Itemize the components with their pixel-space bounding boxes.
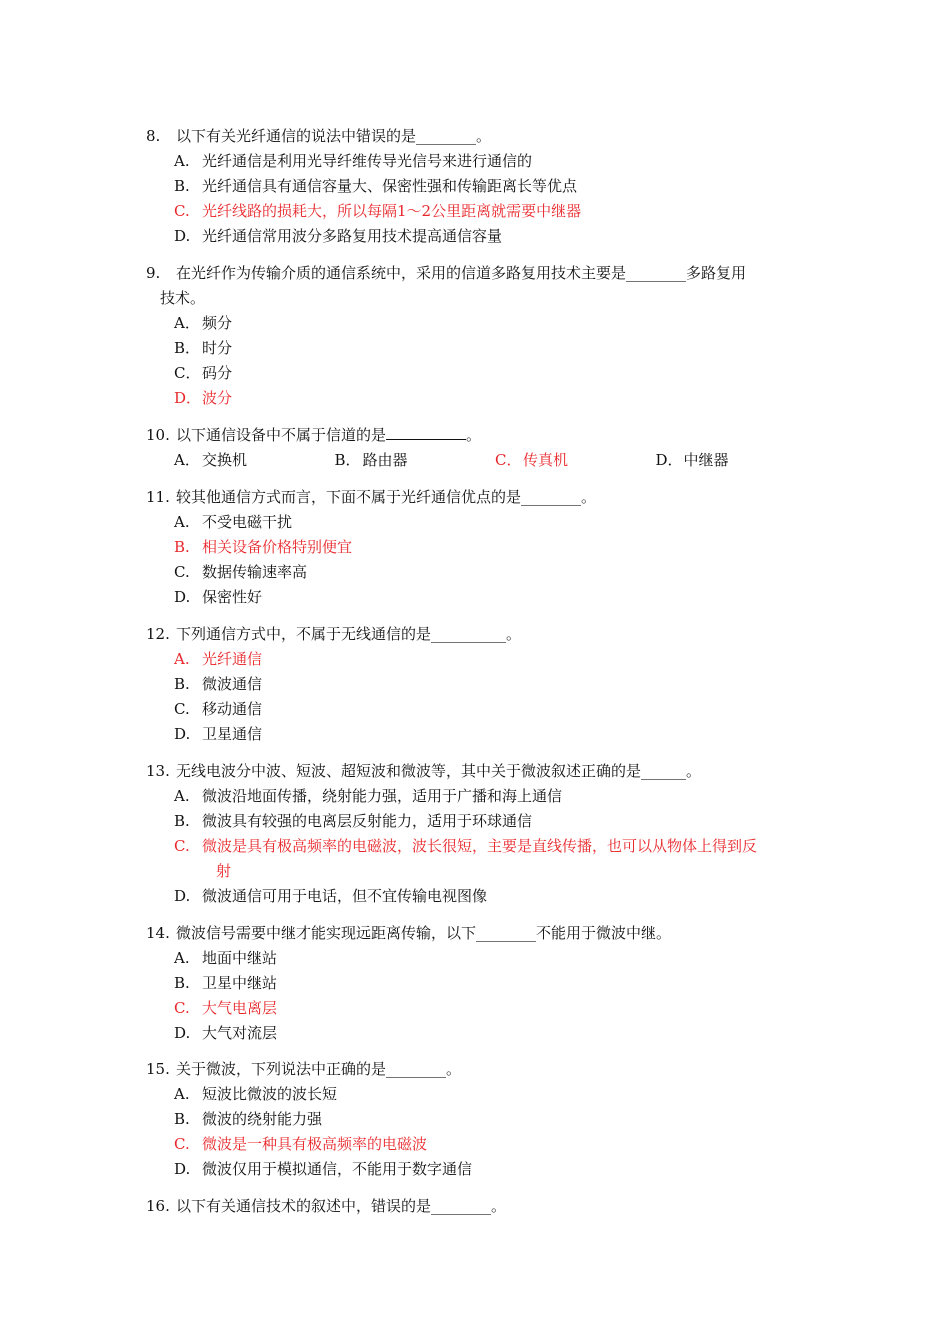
question-11 xyxy=(146,485,816,610)
question-number: 9. xyxy=(146,264,161,282)
option-a: A. 微波沿地面传播，绕射能力强，适用于广播和海上通信 xyxy=(174,787,563,805)
question-9 xyxy=(146,261,816,411)
option-c-answer: C. 大气电离层 xyxy=(174,999,278,1017)
question-stem: 无线电波分中波、短波、超短波和微波等，其中关于微波叙述正确的是______。 xyxy=(176,762,702,780)
question-stem: 微波信号需要中继才能实现远距离传输，以下________不能用于微波中继。 xyxy=(176,924,672,942)
question-stem: 以下通信设备中不属于信道的是 。 xyxy=(176,426,482,444)
option-c-answer: C． 传真机 xyxy=(495,451,569,469)
question-15 xyxy=(146,1057,816,1182)
question-16 xyxy=(146,1194,816,1219)
option-b: B． 路由器 xyxy=(334,451,408,469)
option-b: B. 卫星中继站 xyxy=(174,974,278,992)
answer-blank xyxy=(386,425,466,440)
question-10 xyxy=(146,423,816,473)
question-number: 10. xyxy=(146,426,170,444)
question-number: 8. xyxy=(146,127,161,145)
question-number: 16. xyxy=(146,1197,170,1215)
question-stem: 以下有关通信技术的叙述中，错误的是________。 xyxy=(176,1197,507,1215)
option-b: B． 时分 xyxy=(174,339,233,357)
option-a-answer: A. 光纤通信 xyxy=(174,650,263,668)
option-a: A. 不受电磁干扰 xyxy=(174,513,293,531)
option-a: A. 地面中继站 xyxy=(174,949,278,967)
option-d: D. 微波通信可用于电话，但不宜传输电视图像 xyxy=(174,887,488,905)
option-b: B. 微波的绕射能力强 xyxy=(174,1110,323,1128)
question-8 xyxy=(146,124,816,249)
option-b: B. 光纤通信具有通信容量大、保密性强和传输距离长等优点 xyxy=(174,177,578,195)
question-13 xyxy=(146,759,816,909)
question-stem: 以下有关光纤通信的说法中错误的是________。 xyxy=(176,127,492,145)
option-c-answer: C. 光纤线路的损耗大，所以每隔1～2公里距离就需要中继器 xyxy=(174,202,582,220)
question-stem: 关于微波，下列说法中正确的是________。 xyxy=(176,1060,462,1078)
option-d-answer: D． 波分 xyxy=(174,389,233,407)
question-stem: 在光纤作为传输介质的通信系统中，采用的信道多路复用技术主要是________多路复用 xyxy=(176,264,747,282)
question-number: 14. xyxy=(146,924,170,942)
option-b: B. 微波具有较强的电离层反射能力，适用于环球通信 xyxy=(174,812,533,830)
question-stem: 较其他通信方式而言，下面不属于光纤通信优点的是________。 xyxy=(176,488,597,506)
option-c: C. 数据传输速率高 xyxy=(174,563,308,581)
option-d: D. 保密性好 xyxy=(174,588,263,606)
question-14 xyxy=(146,921,816,1046)
question-number: 15. xyxy=(146,1060,170,1078)
question-stem-continued: 技术。 xyxy=(160,289,206,307)
option-c-answer: C. 微波是一种具有极高频率的电磁波 xyxy=(174,1135,428,1153)
option-a: A． 交换机 xyxy=(174,451,248,469)
option-a: A． 频分 xyxy=(174,314,233,332)
question-number: 13. xyxy=(146,762,170,780)
option-d: D. 卫星通信 xyxy=(174,725,263,743)
question-stem: 下列通信方式中，不属于无线通信的是__________。 xyxy=(176,625,522,643)
option-b: B. 微波通信 xyxy=(174,675,263,693)
option-c-answer: C. 微波是具有极高频率的电磁波，波长很短，主要是直线传播，也可以从物体上得到反 射 xyxy=(174,837,758,880)
option-c: C． 码分 xyxy=(174,364,233,382)
option-d: D. 微波仅用于模拟通信，不能用于数字通信 xyxy=(174,1160,473,1178)
question-number: 11. xyxy=(146,488,170,506)
option-d: D. 大气对流层 xyxy=(174,1024,278,1042)
option-d: D. 光纤通信常用波分多路复用技术提高通信容量 xyxy=(174,227,503,245)
option-a: A. 光纤通信是利用光导纤维传导光信号来进行通信的 xyxy=(174,152,533,170)
option-a: A. 短波比微波的波长短 xyxy=(174,1085,338,1103)
question-number: 12. xyxy=(146,625,170,643)
question-12 xyxy=(146,622,816,747)
option-c: C. 移动通信 xyxy=(174,700,263,718)
option-d: D． 中继器 xyxy=(655,451,729,469)
option-b-answer: B. 相关设备价格特别便宜 xyxy=(174,538,353,556)
